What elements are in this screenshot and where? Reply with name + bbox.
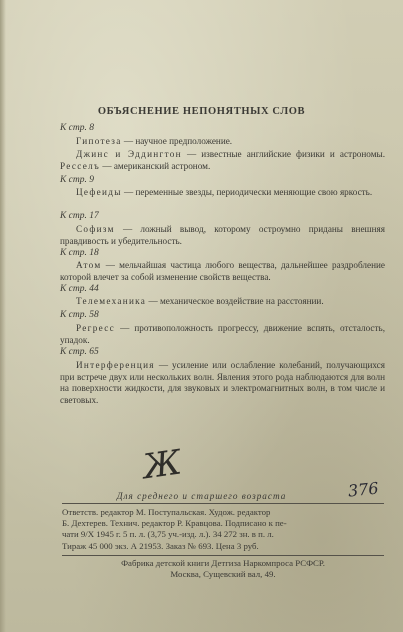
printer-block xyxy=(62,558,384,580)
page-reference: К стр. 58 xyxy=(60,310,99,320)
glossary-entry xyxy=(60,136,385,148)
glossary-entry xyxy=(60,296,385,308)
glossary-term: Цефеиды xyxy=(76,187,122,197)
glossary-definition: — американский астроном. xyxy=(100,160,211,171)
page-reference: К стр. 44 xyxy=(60,284,99,294)
printer-line: Фабрика детской книги Детгиза Наркомпроса РСФСР. xyxy=(121,558,325,568)
glossary-definition: — механическое воздействие на расстоянии. xyxy=(146,296,324,306)
glossary-term: Интерференция xyxy=(76,360,155,370)
imprint-line: Б. Дехтерев. Технич. редактор Р. Кравцова. Подписано к пе- xyxy=(62,518,287,529)
glossary-definition: — известные английские физики и астрономы. xyxy=(181,149,385,159)
page-reference: К стр. 65 xyxy=(60,347,99,357)
glossary-term: Софизм xyxy=(76,224,115,234)
glossary-definition: — ложный вывод, которому остроумно приданы внешняя правдивость и убедительность. xyxy=(60,224,385,246)
glossary-term: Атом xyxy=(76,260,102,270)
glossary-term: Гипотеза xyxy=(76,136,122,146)
imprint-line: Ответств. редактор М. Поступальская. Худож. редактор xyxy=(62,507,271,517)
glossary-entry xyxy=(60,187,385,199)
page-reference: К стр. 17 xyxy=(60,211,99,221)
page-reference: К стр. 18 xyxy=(60,248,99,258)
audience-note: Для среднего и старшего возраста xyxy=(116,491,287,501)
glossary-term: Джинс и Эддингтон xyxy=(76,149,182,159)
glossary-definition: — переменные звезды, периодически меняющие свою яркость. xyxy=(121,187,373,197)
glossary-entry xyxy=(60,360,385,406)
glossary-entry xyxy=(60,149,385,172)
page-title: ОБЪЯСНЕНИЕ НЕПОНЯТНЫХ СЛОВ xyxy=(97,106,306,117)
divider xyxy=(62,555,384,556)
publisher-mark: Ж xyxy=(140,442,184,488)
glossary-entry xyxy=(60,260,385,283)
glossary-entry xyxy=(60,323,385,346)
glossary-entry xyxy=(60,224,385,247)
printer-line: Москва, Сущевский вал, 49. xyxy=(170,569,276,580)
glossary-definition: — усиление или ослабление колебаний, получающихся при встрече двух или нескольких волн. Явления этого рода наблюдаются для волн на поверхности жидкости, для звуковых и электромагнитных волн, в том числе и световых. xyxy=(60,360,385,405)
page-edge-shadow xyxy=(0,0,6,632)
glossary-definition: — научное предположение. xyxy=(121,136,233,146)
glossary-definition: — мельчайшая частица любого вещества, дальнейшее раздробление которой влечет за собой изменение свойств вещества. xyxy=(60,260,385,282)
imprint-block xyxy=(62,507,384,552)
glossary-term: Регресс xyxy=(76,323,115,333)
imprint-line: чати 9/X 1945 г. 5 п. л. (3,75 уч.-изд. л.). 34 272 зн. в п. л. xyxy=(62,529,274,540)
divider xyxy=(62,503,384,504)
glossary-term: Ресселъ xyxy=(60,160,101,171)
imprint-line: Тираж 45 000 экз. А 21953. Заказ № 693. Цена 3 руб. xyxy=(62,540,259,551)
page-reference: К стр. 9 xyxy=(60,175,95,185)
handwritten-number: 376 xyxy=(347,478,380,501)
glossary-term: Телемеханика xyxy=(76,296,147,306)
glossary-definition: — противоположность прогрессу, движение вспять, отсталость, упадок. xyxy=(60,323,385,345)
page-reference: К стр. 8 xyxy=(60,123,95,133)
